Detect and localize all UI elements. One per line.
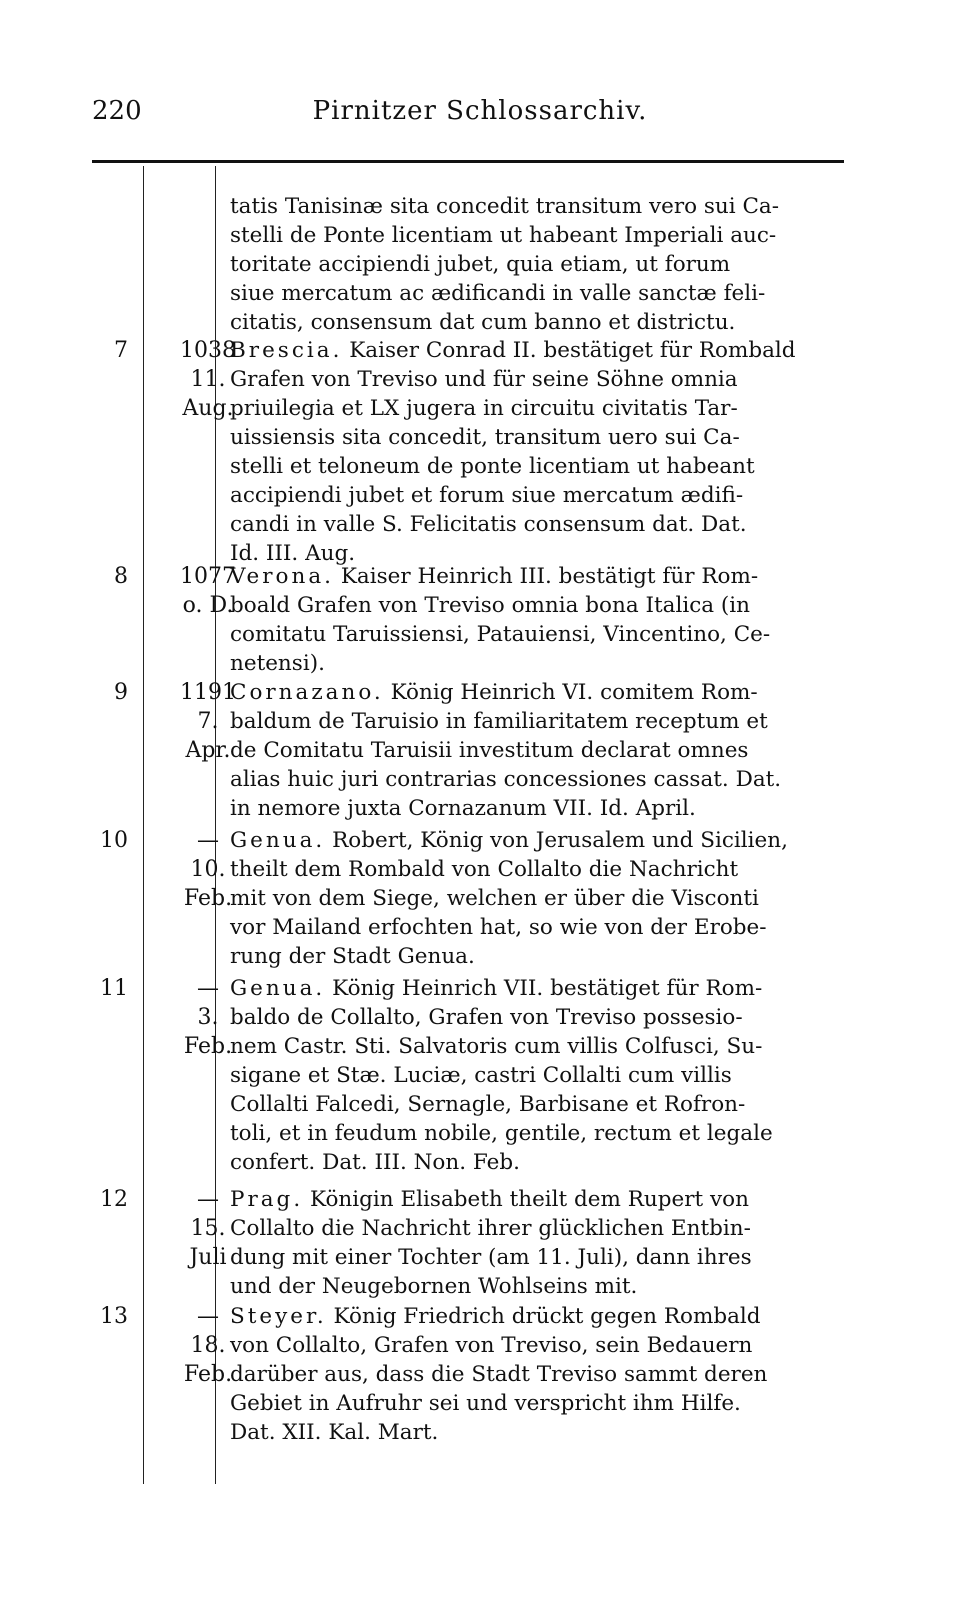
date-line: 15. — [190, 1216, 226, 1241]
text-line: baldum de Taruisio in familiaritatem receptum et — [230, 709, 768, 734]
date-line: 11. — [190, 367, 226, 392]
entry-first-line — [230, 562, 844, 591]
entry-first-line — [230, 1185, 844, 1214]
date-line: — — [197, 1304, 219, 1329]
text-line: Kaiser Heinrich III. bestätigt für Rom- — [334, 564, 759, 589]
text-line: von Collalto, Grafen von Treviso, sein Bedauern — [230, 1333, 753, 1358]
text-line: dung mit einer Tochter (am 11. Juli), dann ihres — [230, 1245, 752, 1270]
text-line: candi in valle S. Felicitatis consensum dat. Dat. — [230, 512, 747, 537]
text-line: priuilegia et LX jugera in circuitu civitatis Tar- — [230, 396, 738, 421]
date-line: Apr. — [185, 738, 231, 763]
entry-text — [230, 1302, 844, 1447]
text-line: mit von dem Siege, welchen er über die Visconti — [230, 886, 759, 911]
text-line: de Comitatu Taruisii investitum declarat omnes — [230, 738, 749, 763]
text-line: Gebiet in Aufruhr sei und verspricht ihm Hilfe. — [230, 1391, 741, 1416]
text-line: und der Neugebornen Wohlseins mit. — [230, 1274, 638, 1299]
text-line: alias huic juri contrarias concessiones cassat. Dat. — [230, 767, 782, 792]
text-line: Dat. XII. Kal. Mart. — [230, 1420, 439, 1445]
entry-number: 13 — [100, 1304, 128, 1329]
entry-text — [230, 826, 844, 971]
entry-number: 10 — [100, 828, 128, 853]
page-number: 220 — [92, 96, 142, 126]
continuation-text — [230, 192, 844, 337]
text-line: netensi). — [230, 651, 325, 676]
date-line: Aug. — [182, 396, 234, 421]
text-line: Robert, König von Jerusalem und Sicilien, — [325, 828, 788, 853]
date-line: — — [197, 828, 219, 853]
text-line: comitatu Taruissiensi, Patauiensi, Vincentino, Ce- — [230, 622, 771, 647]
header-rule — [92, 160, 844, 163]
text-line: boald Grafen von Treviso omnia bona Italica (in — [230, 593, 750, 618]
text-line: tatis Tanisinæ sita concedit transitum vero sui Ca- — [230, 194, 780, 219]
text-line: Königin Elisabeth theilt dem Rupert von — [303, 1187, 749, 1212]
text-line: Collalti Falcedi, Sernagle, Barbisane et Rofron- — [230, 1092, 746, 1117]
text-line: baldo de Collalto, Grafen von Treviso possesio- — [230, 1005, 743, 1030]
text-line: König Friedrich drückt gegen Rombald — [326, 1304, 761, 1329]
entry-text — [230, 1185, 844, 1301]
date-line: o. D. — [182, 593, 234, 618]
entry-number: 9 — [114, 680, 128, 705]
text-line: König Heinrich VII. bestätiget für Rom- — [325, 976, 763, 1001]
text-line: Grafen von Treviso und für seine Söhne omnia — [230, 367, 738, 392]
date-line: — — [197, 976, 219, 1001]
text-line: toritate accipiendi jubet, quia etiam, ut forum — [230, 252, 731, 277]
date-line: Feb. — [183, 1034, 233, 1059]
entry-text — [230, 562, 844, 678]
entry-number: 8 — [114, 564, 128, 589]
place-name: Prag. — [230, 1187, 304, 1212]
running-title: Pirnitzer Schlossarchiv. — [312, 96, 648, 126]
column-divider-left — [143, 166, 144, 1484]
place-name: Genua. — [230, 828, 326, 853]
text-line: Id. III. Aug. — [230, 541, 356, 566]
place-name: Verona. — [230, 564, 334, 589]
date-line: — — [197, 1187, 219, 1212]
entry-first-line — [230, 336, 844, 365]
place-name: Brescia. — [230, 338, 343, 363]
entry-number: 12 — [100, 1187, 128, 1212]
entry-text — [230, 336, 844, 568]
text-line: citatis, consensum dat cum banno et districtu. — [230, 310, 736, 335]
text-line: nem Castr. Sti. Salvatoris cum villis Colfusci, Su- — [230, 1034, 763, 1059]
text-line: vor Mailand erfochten hat, so wie von der Erobe- — [230, 915, 767, 940]
place-name: Genua. — [230, 976, 326, 1001]
entry-first-line — [230, 974, 844, 1003]
date-line: 7. — [197, 709, 219, 734]
date-line: 1038 — [180, 338, 236, 363]
text-line: darüber aus, dass die Stadt Treviso sammt deren — [230, 1362, 768, 1387]
date-line: Feb. — [183, 1362, 233, 1387]
entry-first-line — [230, 1302, 844, 1331]
text-line: confert. Dat. III. Non. Feb. — [230, 1150, 520, 1175]
text-line: accipiendi jubet et forum siue mercatum ædifi- — [230, 483, 744, 508]
text-line: König Heinrich VI. comitem Rom- — [383, 680, 758, 705]
date-line: Feb. — [183, 886, 233, 911]
place-name: Cornazano. — [230, 680, 384, 705]
date-line: 1077 — [180, 564, 236, 589]
text-line: toli, et in feudum nobile, gentile, rectum et legale — [230, 1121, 773, 1146]
text-line: siue mercatum ac ædificandi in valle sanctæ feli- — [230, 281, 766, 306]
text-line: theilt dem Rombald von Collalto die Nachricht — [230, 857, 739, 882]
entry-number: 11 — [100, 976, 128, 1001]
date-line: 3. — [197, 1005, 219, 1030]
text-line: Collalto die Nachricht ihrer glücklichen Entbin- — [230, 1216, 751, 1241]
entry-text — [230, 974, 844, 1177]
text-line: rung der Stadt Genua. — [230, 944, 475, 969]
page-header — [0, 96, 960, 136]
date-line: 18. — [190, 1333, 226, 1358]
text-line: in nemore juxta Cornazanum VII. Id. April. — [230, 796, 696, 821]
date-line: 1191 — [180, 680, 236, 705]
date-line: Juli — [189, 1245, 227, 1270]
text-line: stelli et teloneum de ponte licentiam ut habeant — [230, 454, 755, 479]
place-name: Steyer. — [230, 1304, 327, 1329]
entry-first-line — [230, 826, 844, 855]
text-line: stelli de Ponte licentiam ut habeant Imperiali auc- — [230, 223, 777, 248]
text-line: uissiensis sita concedit, transitum uero sui Ca- — [230, 425, 740, 450]
text-line: Kaiser Conrad II. bestätiget für Rombald — [342, 338, 796, 363]
text-line: sigane et Stæ. Luciæ, castri Collalti cum villis — [230, 1063, 732, 1088]
entry-text — [230, 678, 844, 823]
entry-first-line — [230, 678, 844, 707]
date-line: 10. — [190, 857, 226, 882]
entry-number: 7 — [114, 338, 128, 363]
